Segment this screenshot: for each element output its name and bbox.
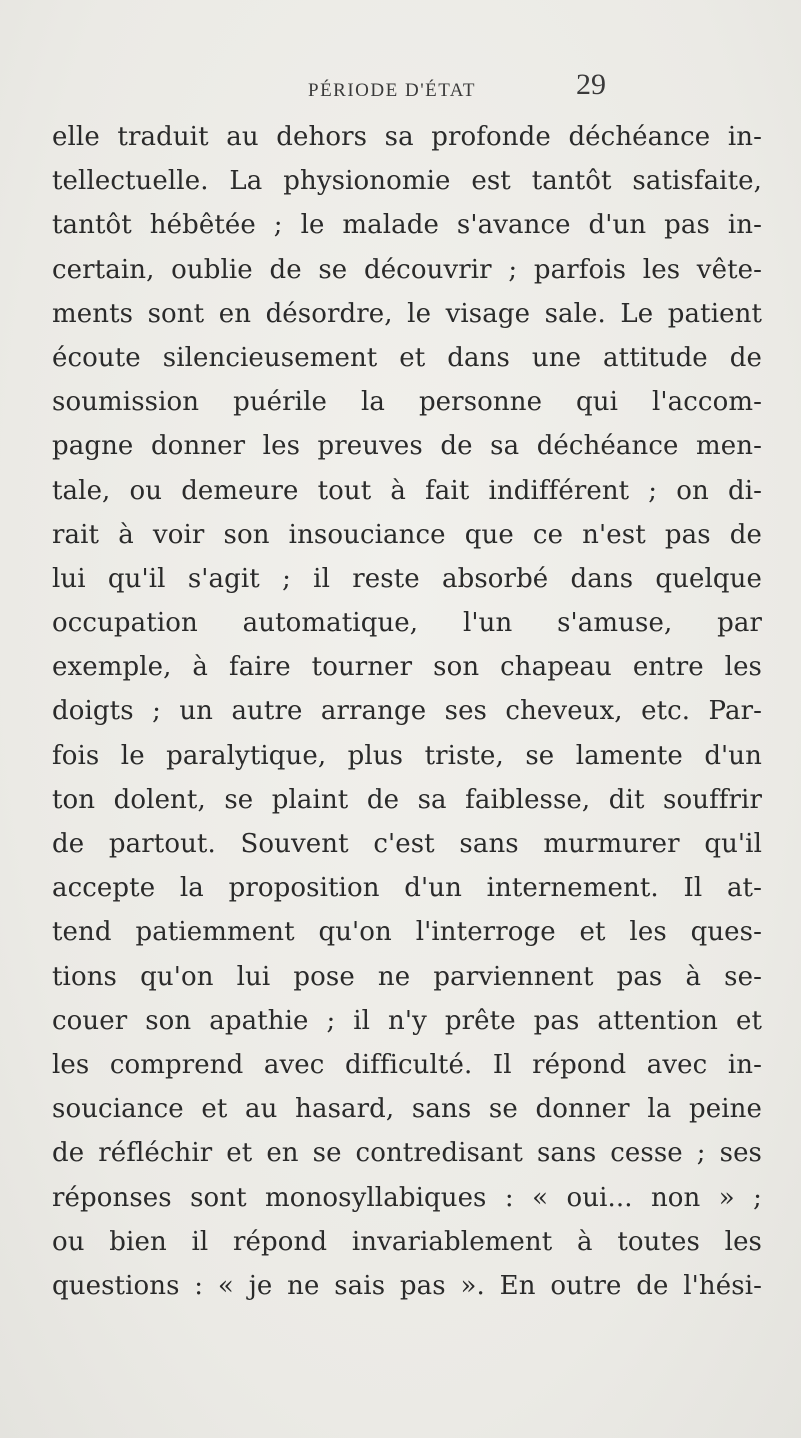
page-number: 29 (576, 68, 606, 101)
text-line: souciance et au hasard, sans se donner la peine (52, 1094, 762, 1125)
text-line: tellectuelle. La physionomie est tantôt satisfaite, (52, 166, 762, 197)
text-line: occupation automatique, l'un s'amuse, par (52, 608, 762, 639)
text-line: doigts ; un autre arrange ses cheveux, etc. Par- (52, 696, 762, 727)
text-line: ton dolent, se plaint de sa faiblesse, dit souffrir (52, 784, 762, 815)
text-line: tale, ou demeure tout à fait indifférent ; on di- (52, 475, 762, 506)
text-line: pagne donner les preuves de sa déchéance men- (52, 431, 762, 462)
text-line: ments sont en désordre, le visage sale. Le patient (52, 298, 762, 329)
text-line: accepte la proposition d'un internement. Il at- (52, 873, 762, 904)
text-line: tions qu'on lui pose ne parviennent pas à se- (52, 961, 762, 992)
running-head (50, 62, 750, 102)
text-line: rait à voir son insouciance que ce n'est pas de (52, 519, 762, 550)
text-line: fois le paralytique, plus triste, se lamente d'un (52, 740, 762, 771)
text-line: couer son apathie ; il n'y prête pas attention et (52, 1005, 762, 1036)
text-line: de réfléchir et en se contredisant sans cesse ; ses (52, 1138, 762, 1169)
text-line: certain, oublie de se découvrir ; parfois les vête- (52, 254, 762, 285)
running-title: PÉRIODE D'ÉTAT (308, 80, 477, 101)
text-line: lui qu'il s'agit ; il reste absorbé dans quelque (52, 563, 762, 594)
text-line: ou bien il répond invariablement à toutes les (52, 1226, 762, 1257)
text-line: elle traduit au dehors sa profonde déchéance in- (52, 122, 762, 152)
body-text (52, 115, 762, 1308)
text-line: soumission puérile la personne qui l'accom- (52, 387, 762, 418)
text-line: les comprend avec difficulté. Il répond avec in- (52, 1049, 762, 1080)
text-line: de partout. Souvent c'est sans murmurer qu'il (52, 829, 762, 859)
text-line: exemple, à faire tourner son chapeau entre les (52, 652, 762, 683)
text-line: tantôt hébêtée ; le malade s'avance d'un pas in- (52, 210, 762, 241)
text-line: questions : « je ne sais pas ». En outre de l'hési- (52, 1270, 762, 1301)
text-line: écoute silencieusement et dans une attitude de (52, 342, 762, 373)
text-line: tend patiemment qu'on l'interroge et les ques- (52, 917, 762, 948)
text-line: réponses sont monosyllabiques : « oui... non » ; (52, 1182, 762, 1213)
